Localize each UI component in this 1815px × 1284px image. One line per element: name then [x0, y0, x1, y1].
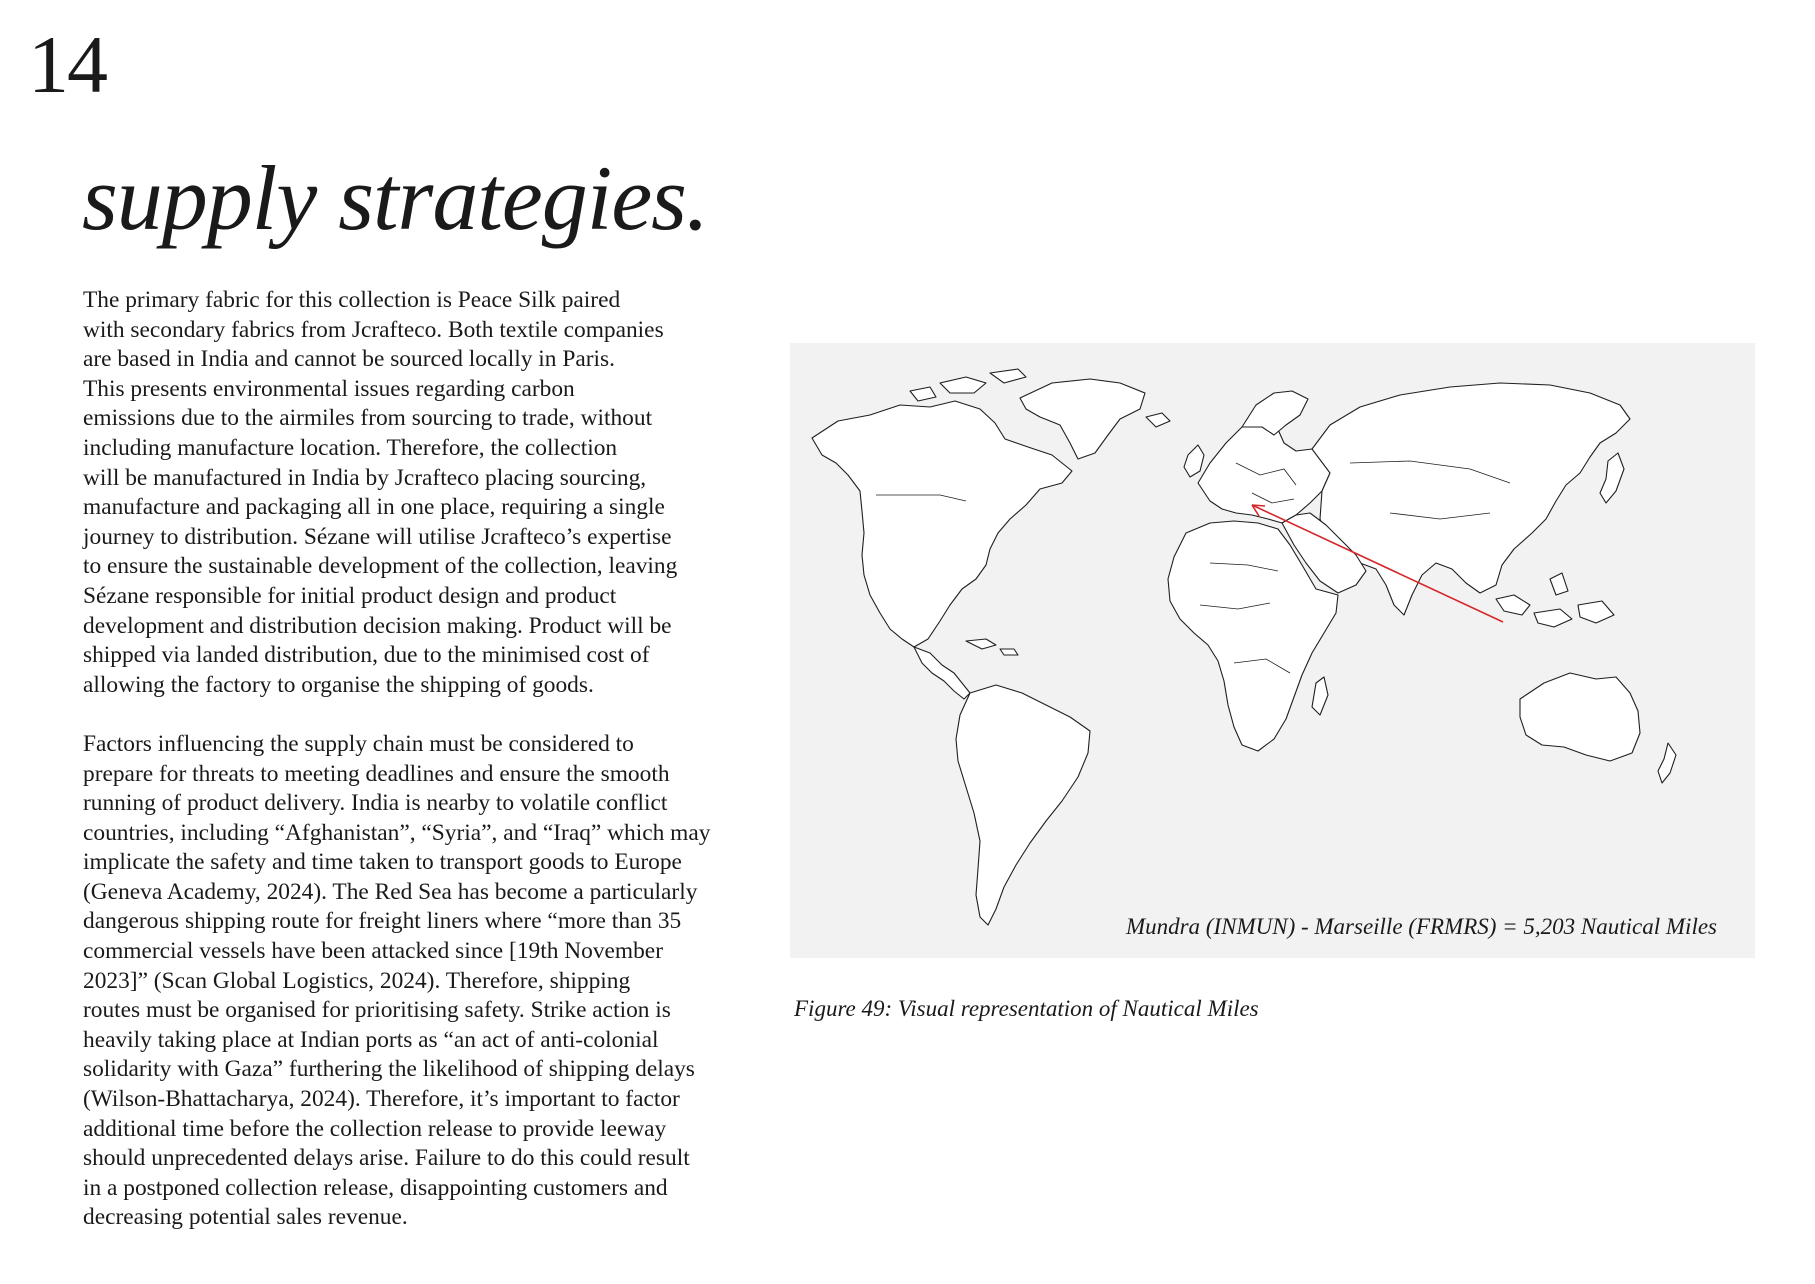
landmass-iceland: [1146, 413, 1170, 427]
text-line: decreasing potential sales revenue.: [83, 1204, 408, 1231]
landmass-britain: [1184, 445, 1204, 477]
landmass-central-america: [914, 647, 970, 699]
text-line: implicate the safety and time taken to transport goods to Europe: [83, 849, 682, 876]
text-line: 2023]” (Scan Global Logistics, 2024). Therefore, shipping: [83, 967, 631, 994]
landmass-japan: [1600, 453, 1624, 503]
landmass-arctic-islands: [910, 369, 1026, 401]
text-line: running of product delivery. India is nearby to volatile conflict: [83, 790, 668, 817]
text-line: countries, including “Afghanistan”, “Syria”, and “Iraq” which may: [83, 819, 711, 846]
text-line: are based in India and cannot be sourced locally in Paris.: [83, 346, 615, 373]
text-line: Factors influencing the supply chain must be considered to: [83, 730, 634, 757]
map-caption: Mundra (INMUN) - Marseille (FRMRS) = 5,203 Nautical Miles: [1125, 914, 1717, 939]
text-line: heavily taking place at Indian ports as “an act of anti-colonial: [83, 1026, 659, 1053]
text-line: This presents environmental issues regarding carbon: [83, 375, 575, 402]
paragraph-sourcing: [83, 286, 723, 700]
text-line: with secondary fabrics from Jcrafteco. Both textile companies: [83, 316, 664, 343]
landmass-north-america: [812, 401, 1072, 647]
world-map-figure: [790, 343, 1755, 958]
text-line: to ensure the sustainable development of the collection, leaving: [83, 553, 678, 580]
text-line: will be manufactured in India by Jcrafteco placing sourcing,: [83, 464, 647, 491]
text-line: prepare for threats to meeting deadlines and ensure the smooth: [83, 760, 670, 787]
text-line: emissions due to the airmiles from sourcing to trade, without: [83, 405, 653, 432]
landmass-caribbean: [966, 639, 1018, 655]
landmass-australia: [1520, 673, 1640, 761]
text-line: routes must be organised for prioritising safety. Strike action is: [83, 997, 671, 1024]
body-text: [83, 286, 723, 1263]
text-line: journey to distribution. Sézane will utilise Jcrafteco’s expertise: [83, 523, 672, 550]
text-line: including manufacture location. Therefore, the collection: [83, 434, 618, 461]
text-line: should unprecedented delays arise. Failure to do this could result: [83, 1145, 690, 1172]
text-line: solidarity with Gaza” furthering the likelihood of shipping delays: [83, 1056, 695, 1083]
text-line: (Geneva Academy, 2024). The Red Sea has become a particularly: [83, 878, 698, 905]
landmass-madagascar: [1312, 677, 1328, 715]
text-line: development and distribution decision making. Product will be: [83, 612, 672, 639]
landmass-southeast-asia: [1496, 573, 1614, 627]
text-line: (Wilson-Bhattacharya, 2024). Therefore, it’s important to factor: [83, 1086, 680, 1113]
world-map: [790, 343, 1755, 958]
text-line: The primary fabric for this collection is Peace Silk paired: [83, 287, 621, 313]
landmass-europe: [1198, 419, 1330, 523]
landmass-new-zealand: [1658, 743, 1676, 783]
text-line: Sézane responsible for initial product design and product: [83, 582, 617, 609]
page-number: 14: [28, 19, 106, 110]
text-line: allowing the factory to organise the shipping of goods.: [83, 671, 594, 698]
text-line: additional time before the collection release to provide leeway: [83, 1115, 667, 1142]
text-line: manufacture and packaging all in one place, requiring a single: [83, 494, 665, 521]
landmass-south-america: [956, 685, 1090, 925]
text-line: in a postponed collection release, disappointing customers and: [83, 1174, 668, 1201]
text-line: commercial vessels have been attacked since [19th November: [83, 938, 663, 965]
landmass-greenland: [1020, 379, 1145, 459]
text-line: shipped via landed distribution, due to the minimised cost of: [83, 642, 650, 669]
text-line: dangerous shipping route for freight liners where “more than 35: [83, 908, 682, 935]
paragraph-risks: [83, 730, 723, 1233]
page-heading: supply strategies.: [82, 147, 708, 249]
figure-caption: Figure 49: Visual representation of Nautical Miles: [794, 996, 1259, 1021]
